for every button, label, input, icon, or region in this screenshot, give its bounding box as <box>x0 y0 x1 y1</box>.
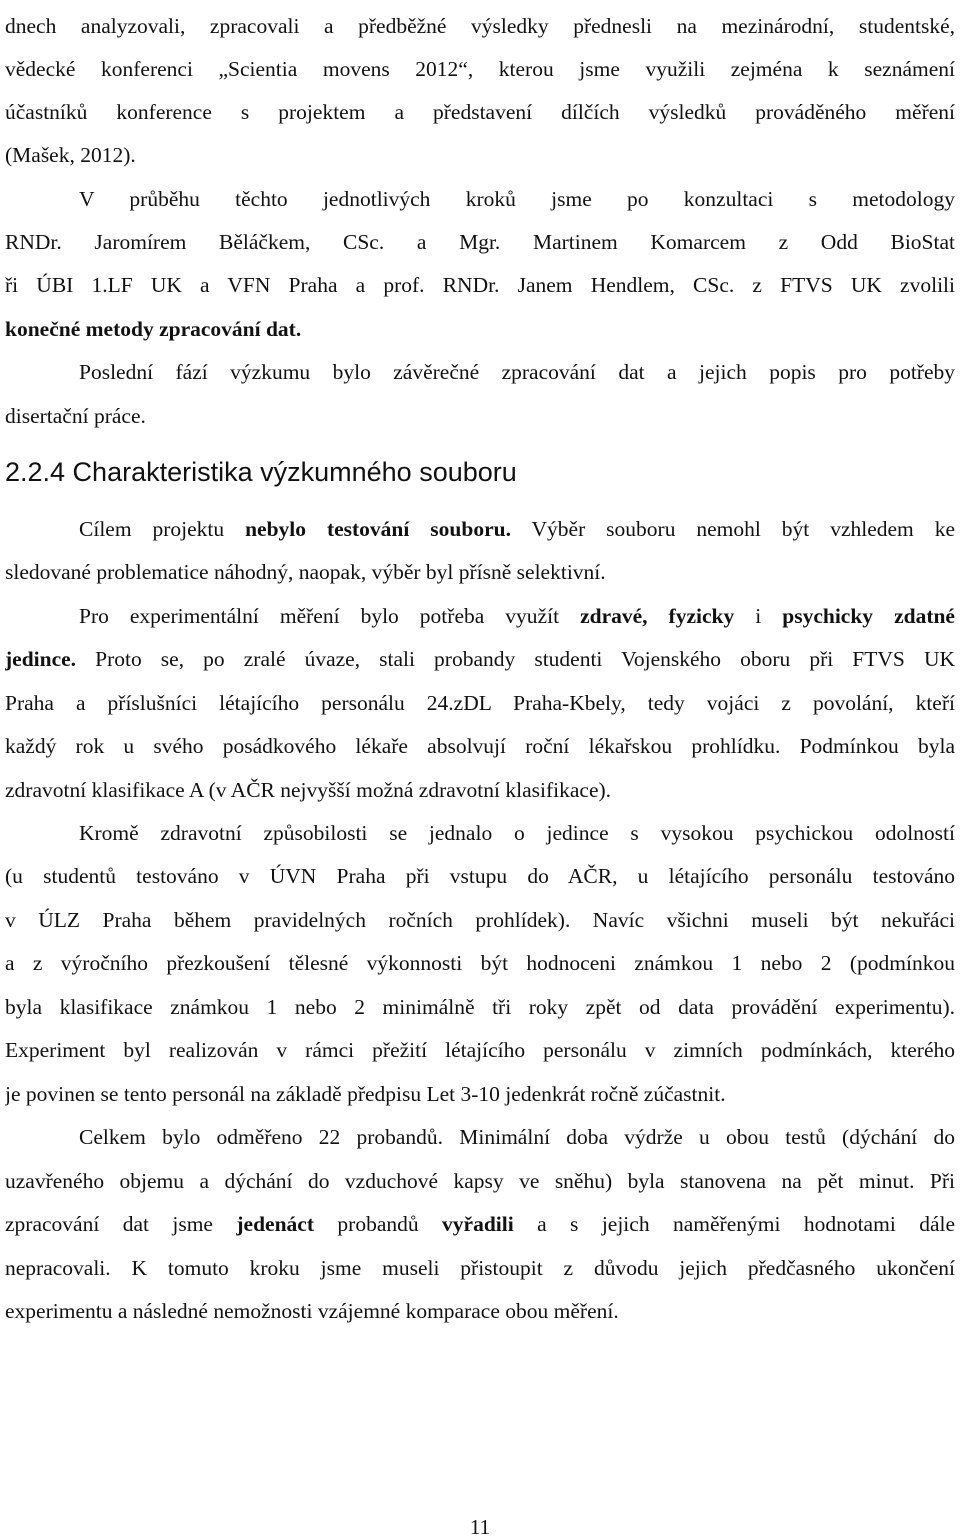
text-line: Pro experimentální měření bylo potřeba využít zdravé, fyzicky i psychicky zdatné <box>79 604 955 628</box>
text-line: nepracovali. K tomuto kroku jsme museli přistoupit z důvodu jejich předčasného ukončení <box>5 1256 955 1280</box>
text-line: zpracování dat jsme jedenáct probandů vyřadili a s jejich naměřenými hodnotami dále <box>5 1212 955 1236</box>
text-line: disertační práce. <box>5 404 146 428</box>
text-line: RNDr. Jaromírem Běláčkem, CSc. a Mgr. Martinem Komarcem z Odd BioStat <box>5 230 955 254</box>
page-number: 11 <box>469 1515 491 1539</box>
text-line: a z výročního přezkoušení tělesné výkonnosti být hodnoceni známkou 1 nebo 2 (podmínkou <box>5 951 955 975</box>
section-heading: 2.2.4 Charakteristika výzkumného souboru <box>5 457 517 487</box>
text-line: (u studentů testováno v ÚVN Praha při vstupu do AČR, u létajícího personálu testováno <box>5 864 955 888</box>
text-line: Kromě zdravotní způsobilosti se jednalo o jedince s vysokou psychickou odolností <box>79 821 955 845</box>
text-line: experimentu a následné nemožnosti vzájemné komparace obou měření. <box>5 1299 619 1323</box>
text-line: Praha a příslušníci létajícího personálu 24.zDL Praha-Kbely, tedy vojáci z povolání, kteří <box>5 691 955 715</box>
text-line: konečné metody zpracování dat. <box>5 317 302 341</box>
text-line: v ÚLZ Praha během pravidelných ročních prohlídek). Navíc všichni museli být nekuřáci <box>5 908 955 932</box>
text-line: sledované problematice náhodný, naopak, výběr byl přísně selektivní. <box>5 560 606 584</box>
text-line: (Mašek, 2012). <box>5 143 136 167</box>
text-line: byla klasifikace známkou 1 nebo 2 minimálně tři roky zpět od data provádění experimentu). <box>5 995 955 1019</box>
text-line: Celkem bylo odměřeno 22 probandů. Minimální doba výdrže u obou testů (dýchání do <box>79 1125 955 1149</box>
text-line: Poslední fází výzkumu bylo závěrečné zpracování dat a jejich popis pro potřeby <box>79 360 955 384</box>
text-line: účastníků konference s projektem a představení dílčích výsledků prováděného měření <box>5 100 955 124</box>
text-line: je povinen se tento personál na základě předpisu Let 3-10 jedenkrát ročně zúčastnit. <box>5 1082 726 1106</box>
text-line: vědecké konferenci „Scientia movens 2012“, kterou jsme využili zejména k seznámení <box>5 57 955 81</box>
text-line: každý rok u svého posádkového lékaře absolvují roční lékařskou prohlídku. Podmínkou byla <box>5 734 955 758</box>
text-line: Cílem projektu nebylo testování souboru. Výběr souboru nemohl být vzhledem ke <box>79 517 955 541</box>
text-line: ři ÚBI 1.LF UK a VFN Praha a prof. RNDr. Janem Hendlem, CSc. z FTVS UK zvolili <box>5 273 955 297</box>
text-line: dnech analyzovali, zpracovali a předběžné výsledky přednesli na mezinárodní, studentské, <box>5 14 955 38</box>
text-line: jedince. Proto se, po zralé úvaze, stali probandy studenti Vojenského oboru při FTVS UK <box>5 647 955 671</box>
text-line: Experiment byl realizován v rámci přežití létajícího personálu v zimních podmínkách, kterého <box>5 1038 955 1062</box>
text-line: zdravotní klasifikace A (v AČR nejvyšší možná zdravotní klasifikace). <box>5 778 612 802</box>
text-line: uzavřeného objemu a dýchání do vzduchové kapsy ve sněhu) byla stanovena na pět minut. Při <box>5 1169 955 1193</box>
text-line: V průběhu těchto jednotlivých kroků jsme po konzultaci s metodology <box>79 187 955 211</box>
